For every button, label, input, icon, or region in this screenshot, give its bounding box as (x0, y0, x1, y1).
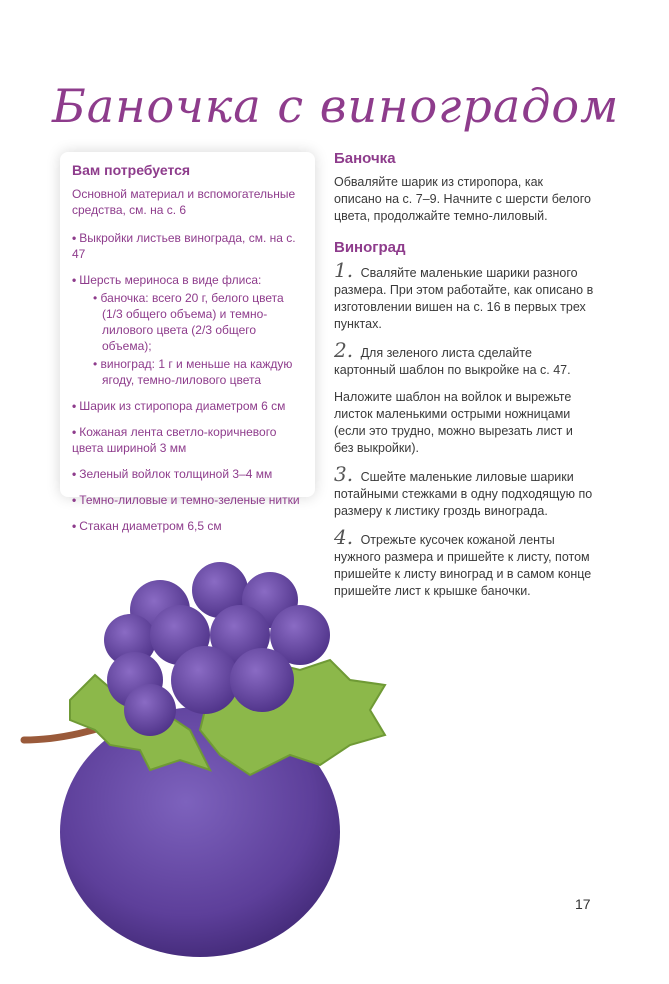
bullet-icon: • (72, 425, 77, 439)
bullet-icon: • (72, 399, 77, 413)
bullet-icon: • (72, 467, 77, 481)
jar-text: Обваляйте шарик из стиропора, как описано на с. 7–9. Начните с шерсти белого цвета, продолжайте темно-лиловый. (334, 175, 591, 223)
page-title: Баночка с виноградом (52, 79, 620, 133)
step-number: 2. (334, 338, 354, 362)
sub-item: • баночка: всего 20 г, белого цвета (1/3 общего объема) и темно-лилового цвета (2/3 общего объема); (93, 291, 284, 353)
bullet-icon: • (72, 231, 77, 245)
grapes-heading: Виноград (334, 239, 406, 256)
bullet-icon: • (72, 493, 77, 507)
step-2-continued: Наложите шаблон на войлок и вырежьте листок маленькими острыми ножницами (если это трудно, можно вырезать лист и без выкройки). (334, 390, 573, 455)
list-item: • Шерсть мериноса в виде флиса: • баночка: всего 20 г, белого цвета (1/3 общего объема) и темно-лилового цвета (2/3 общего объема); • виноград: 1 г и меньше на каждую ягоду, темно-лилового цвета (72, 272, 303, 388)
grape-berry (230, 648, 294, 712)
step-1: 1. Сваляйте маленькие шарики разного размера. При этом работайте, как описано в изготовлении вишен на с. 16 в первых трех пунктах. (334, 258, 594, 331)
materials-heading: Вам потребуется (72, 162, 191, 178)
list-item: • Темно-лиловые и темно-зеленые нитки (72, 493, 300, 507)
step-number: 1. (334, 258, 354, 282)
materials-intro: Основной материал и вспомогательные средства, см. на с. 6 (72, 187, 296, 217)
page-number: 17 (575, 896, 591, 912)
list-item: • Выкройки листьев винограда, см. на с. 47 (72, 231, 296, 261)
step-number: 3. (334, 462, 354, 486)
bullet-icon: • (72, 519, 77, 533)
bullet-icon: • (72, 273, 77, 287)
list-item: • Стакан диаметром 6,5 см (72, 519, 222, 533)
step-2: 2. Для зеленого листа сделайте картонный шаблон по выкройке на с. 47. (334, 338, 571, 377)
grape-berry (171, 646, 239, 714)
step-number: 4. (334, 525, 354, 549)
grape-berry (124, 684, 176, 736)
list-item: • Зеленый войлок толщиной 3–4 мм (72, 467, 273, 481)
materials-box (60, 152, 315, 533)
sub-item: • виноград: 1 г и меньше на каждую ягоду, темно-лилового цвета (93, 357, 293, 387)
step-3: 3. Сшейте маленькие лиловые шарики потайными стежками в одну подходящую по размеру к листику гроздь винограда. (334, 462, 593, 518)
materials-list (72, 230, 303, 534)
list-item: • Шарик из стиропора диаметром 6 см (72, 399, 286, 413)
felt-grape-jar-illustration (0, 540, 420, 984)
jar-heading: Баночка (334, 150, 396, 167)
step-4: 4. Отрежьте кусочек кожаной ленты нужного размера и пришейте к листу, потом пришейте к листу виноград и в самом конце пришейте лист к крышке баночки. (334, 525, 592, 598)
list-item: • Кожаная лента светло-коричневого цвета шириной 3 мм (72, 425, 277, 455)
